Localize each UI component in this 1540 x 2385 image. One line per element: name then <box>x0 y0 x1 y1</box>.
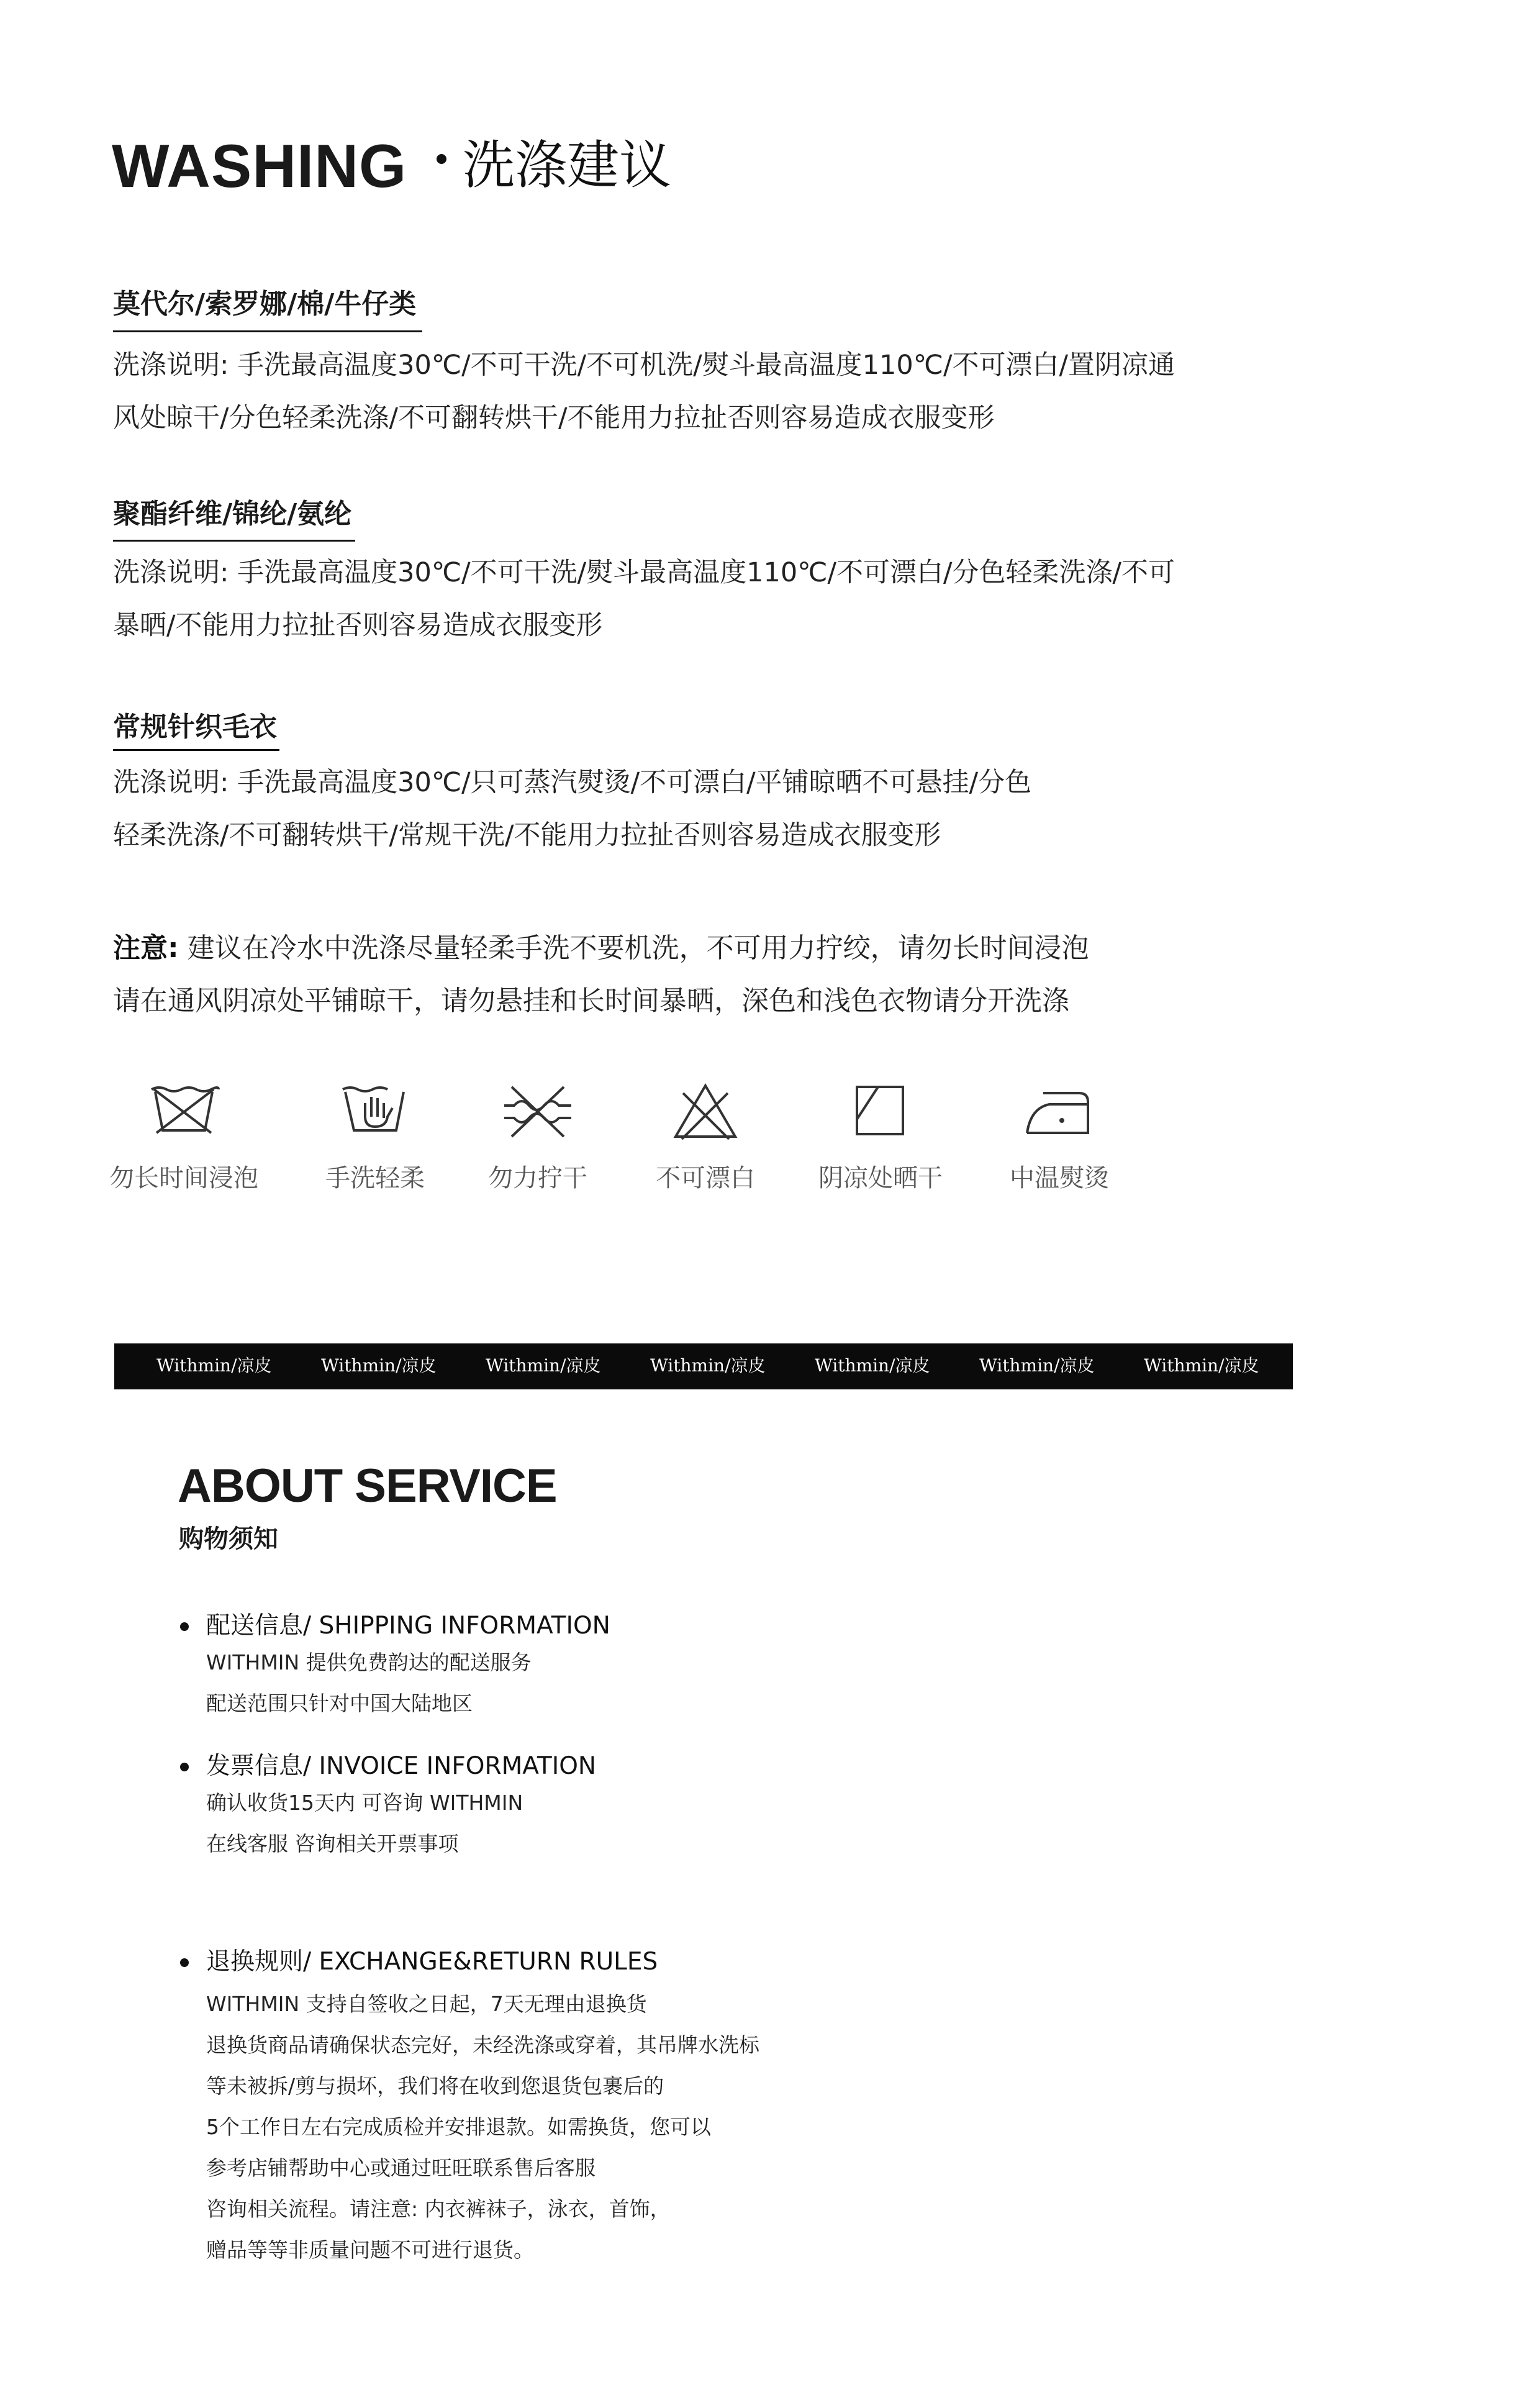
about-title: ABOUT SERVICE <box>178 1460 557 1512</box>
shipping-text <box>206 1642 532 1724</box>
text-line: 暴晒/不能用力拉扯否则容易造成衣服变形 <box>113 610 603 641</box>
icon-label: 不可漂白 <box>656 1164 755 1192</box>
title-separator-dot <box>437 154 446 164</box>
no-soak-icon <box>147 1081 221 1143</box>
text-line: WITHMIN 提供免费韵达的配送服务 <box>206 1650 532 1674</box>
text-line: 等未被拆/剪与损坏，我们将在收到您退货包裹后的 <box>206 2074 664 2098</box>
section-underline <box>113 330 422 332</box>
text-line: 在线客服 咨询相关开票事项 <box>206 1832 459 1856</box>
text-line: 洗涤说明: 手洗最高温度30℃/不可干洗/熨斗最高温度110℃/不可漂白/分色轻柔洗涤/不可 <box>113 557 1175 588</box>
icon-label: 手洗轻柔 <box>325 1164 425 1192</box>
iron-medium-icon <box>1022 1081 1097 1143</box>
icon-label: 中温熨烫 <box>1010 1164 1109 1192</box>
return-text <box>206 1984 759 2271</box>
banner-item: Withmin/凉皮 <box>156 1355 272 1376</box>
banner-item: Withmin/凉皮 <box>321 1355 437 1376</box>
text-line: 咨询相关流程。请注意: 内衣裤袜子，泳衣，首饰， <box>206 2197 671 2221</box>
bullet <box>180 1958 189 1967</box>
banner-item: Withmin/凉皮 <box>486 1355 601 1376</box>
shipping-heading: 配送信息/ SHIPPING INFORMATION <box>206 1612 610 1640</box>
shade-dry-icon <box>843 1081 918 1143</box>
washing-title-cn: 洗涤建议 <box>463 135 672 196</box>
text-line: 洗涤说明: 手洗最高温度30℃/只可蒸汽熨烫/不可漂白/平铺晾晒不可悬挂/分色 <box>113 767 1032 798</box>
section-title-polyester: 聚酯纤维/锦纶/氨纶 <box>113 498 352 530</box>
brand-banner <box>114 1343 1293 1389</box>
hand-wash-icon <box>338 1081 412 1143</box>
banner-item: Withmin/凉皮 <box>815 1355 930 1376</box>
text-line: 风处晾干/分色轻柔洗涤/不可翻转烘干/不能用力拉扯否则容易造成衣服变形 <box>113 402 995 434</box>
text-line: 赠品等等非质量问题不可进行退货。 <box>206 2238 534 2262</box>
washing-title: WASHING <box>112 132 407 200</box>
section-text-knit <box>113 756 1031 862</box>
banner-item: Withmin/凉皮 <box>979 1355 1095 1376</box>
banner-item: Withmin/凉皮 <box>1144 1355 1259 1376</box>
note-label: 注意: <box>113 932 179 964</box>
bullet <box>180 1622 189 1631</box>
note-line: 建议在冷水中洗涤尽量轻柔手洗不要机洗，不可用力拧绞，请勿长时间浸泡 <box>187 932 1089 964</box>
section-text-polyester <box>113 547 1175 652</box>
about-subtitle: 购物须知 <box>179 1525 278 1553</box>
icon-label: 阴凉处晒干 <box>818 1164 943 1192</box>
text-line: WITHMIN 支持自签收之日起，7天无理由退换货 <box>206 1992 647 2016</box>
section-title-knit: 常规针织毛衣 <box>113 711 277 743</box>
return-heading: 退换规则/ EXCHANGE&RETURN RULES <box>206 1948 658 1976</box>
text-line: 洗涤说明: 手洗最高温度30℃/不可干洗/不可机洗/熨斗最高温度110℃/不可漂白/置阴凉通 <box>113 350 1175 381</box>
icon-label: 勿长时间浸泡 <box>109 1164 258 1192</box>
text-line: 5个工作日左右完成质检并安排退款。如需换货，您可以 <box>206 2115 711 2139</box>
no-bleach-icon <box>668 1081 743 1143</box>
section-title-cotton: 莫代尔/索罗娜/棉/牛仔类 <box>113 288 417 320</box>
invoice-heading: 发票信息/ INVOICE INFORMATION <box>206 1752 597 1780</box>
section-text-cotton <box>113 339 1175 445</box>
text-line: 轻柔洗涤/不可翻转烘干/常规干洗/不能用力拉扯否则容易造成衣服变形 <box>113 820 941 851</box>
no-wring-icon <box>500 1081 575 1143</box>
bullet <box>180 1763 189 1771</box>
banner-item: Withmin/凉皮 <box>650 1355 766 1376</box>
icon-label: 勿力拧干 <box>488 1164 587 1192</box>
washing-note <box>113 922 1089 1027</box>
text-line: 配送范围只针对中国大陆地区 <box>206 1691 473 1715</box>
section-underline <box>113 749 279 751</box>
invoice-text <box>206 1783 523 1865</box>
text-line: 退换货商品请确保状态完好，未经洗涤或穿着，其吊牌水洗标 <box>206 2033 759 2057</box>
section-underline <box>113 540 355 542</box>
text-line: 参考店铺帮助中心或通过旺旺联系售后客服 <box>206 2156 596 2180</box>
note-line: 请在通风阴凉处平铺晾干，请勿悬挂和长时间暴晒，深色和浅色衣物请分开洗涤 <box>113 985 1069 1017</box>
text-line: 确认收货15天内 可咨询 WITHMIN <box>206 1791 523 1815</box>
